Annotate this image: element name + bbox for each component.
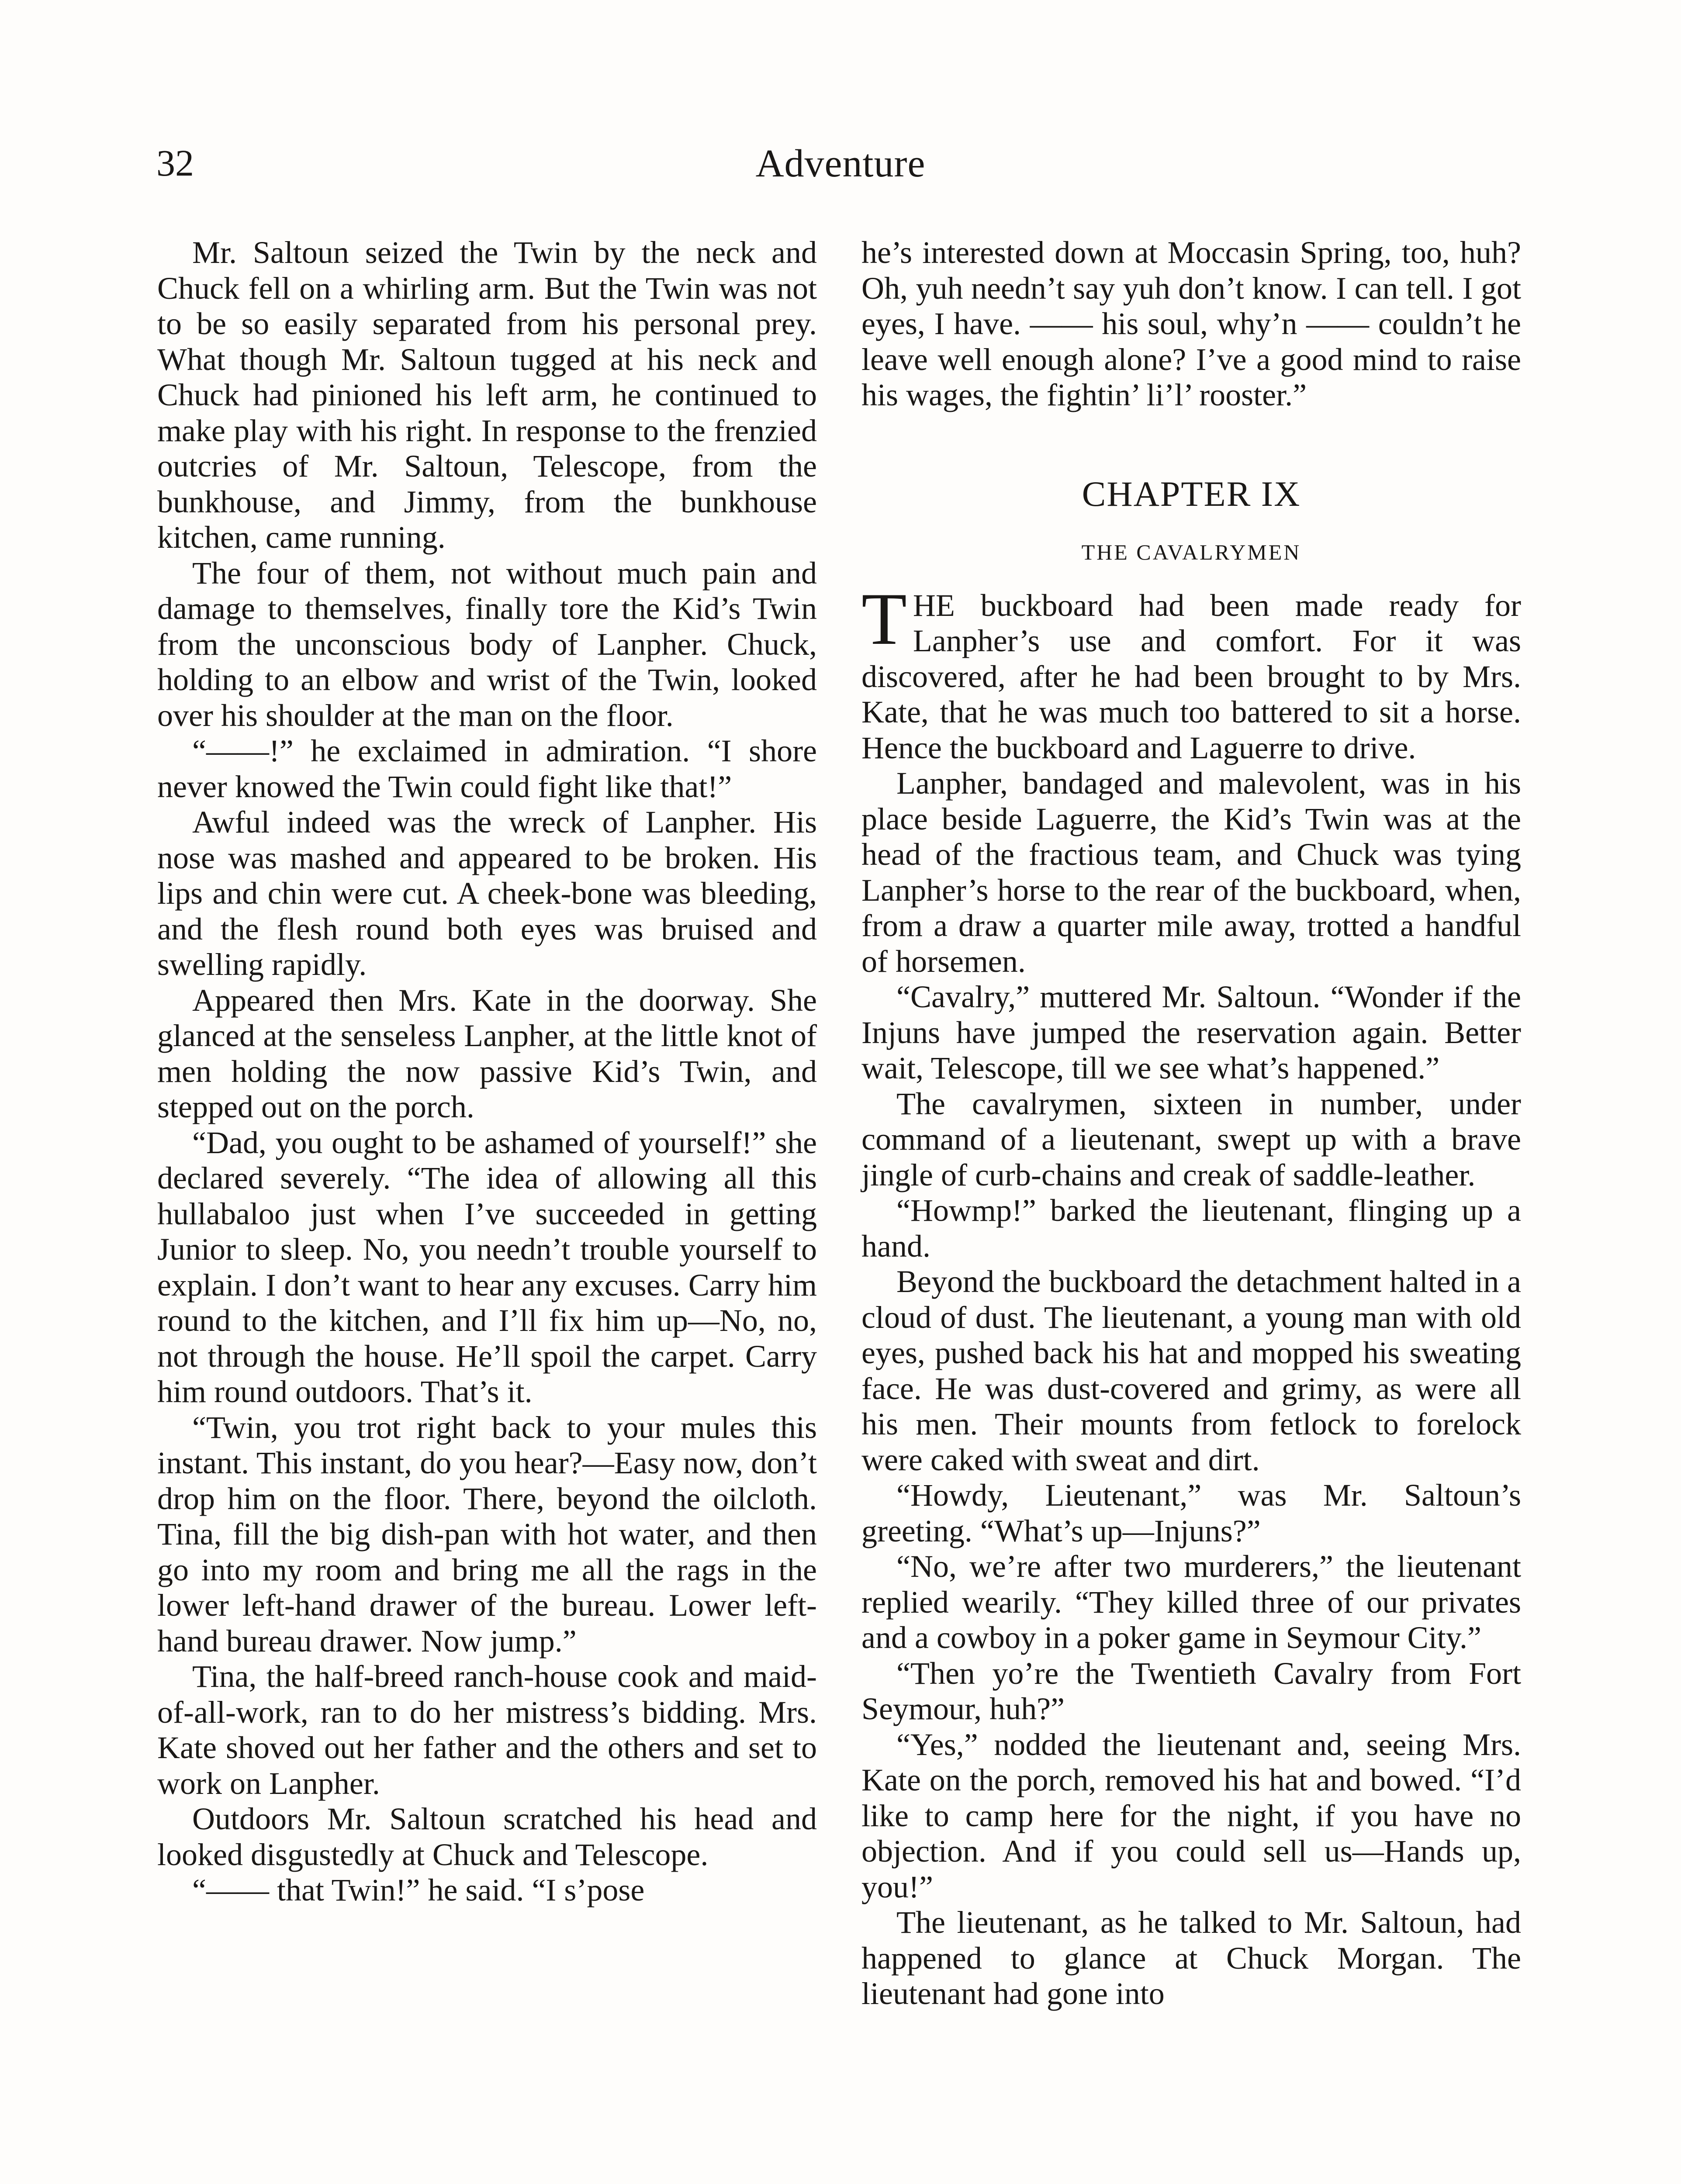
left-column	[157, 235, 817, 1908]
paragraph: The cavalrymen, sixteen in number, under command of a lieutenant, swept up with a brave jingle of curb-chains and creak of saddle-leather.	[861, 1086, 1521, 1192]
running-title: Adventure	[755, 142, 926, 185]
drop-cap: T	[861, 577, 907, 660]
paragraph: “—— that Twin!” he said. “I s’pose	[192, 1873, 645, 1908]
paragraph: Awful indeed was the wreck of Lanpher. His nose was mashed and appeared to be broken. His lips and chin were cut. A cheek-bone was bleeding, and the flesh round both eyes was bruised and swelling rapidly.	[157, 805, 817, 982]
opening-text: HE buckboard had been made ready for Lanpher’s use and comfort. For it was discovered, after he had been brought to by Mrs. Kate, that he was much too battered to sit a horse. Hence the buckboard and Laguerre to drive.	[861, 587, 1521, 765]
paragraph: The lieutenant, as he talked to Mr. Saltoun, had happened to glance at Chuck Morgan. The lieutenant had gone into	[861, 1905, 1521, 2011]
paragraph: Beyond the buckboard the detachment halted in a cloud of dust. The lieutenant, a young man with old eyes, pushed back his hat and mopped his sweating face. He was dust-covered and grimy, as were all his men. Their mounts from fetlock to forelock were caked with sweat and dirt.	[861, 1264, 1521, 1477]
paragraph: “Then yo’re the Twentieth Cavalry from Fort Seymour, huh?”	[861, 1655, 1521, 1726]
paragraph: Mr. Saltoun seized the Twin by the neck and Chuck fell on a whirling arm. But the Twin was not to be so easily separated from his personal prey. What though Mr. Saltoun tugged at his neck and Chuck had pinioned his left arm, he continued to make play with his right. In response to the frenzied outcries of Mr. Saltoun, Telescope, from the bunkhouse, and Jimmy, from the bunkhouse kitchen, came running.	[157, 235, 817, 555]
chapter-subtitle: THE CAVALRYMEN	[1081, 539, 1301, 564]
paragraph: Lanpher, bandaged and malevolent, was in his place beside Laguerre, the Kid’s Twin was at the head of the fractious team, and Chuck was tying Lanpher’s horse to the rear of the buckboard, when, from a draw a quarter mile away, trotted a handful of horsemen.	[861, 766, 1521, 979]
paragraph: “Howdy, Lieutenant,” was Mr. Saltoun’s greeting. “What’s up—Injuns?”	[861, 1478, 1521, 1548]
paragraph-continuation: he’s interested down at Moccasin Spring, too, huh? Oh, yuh needn’t say yuh don’t know. I can tell. I got eyes, I have. —— his soul, why’n —— couldn’t he leave well enough alone? I’ve a good mind to raise his wages, the fightin’ li’l’ rooster.”	[861, 235, 1521, 412]
paragraph: “Dad, you ought to be ashamed of yourself!” she declared severely. “The idea of allowing all this hullabaloo just when I’ve succeeded in getting Junior to sleep. No, you needn’t trouble yourself to explain. I don’t want to hear any excuses. Carry him round to the kitchen, and I’ll fix him up—No, no, not through the house. He’ll spoil the carpet. Carry him round outdoors. That’s it.	[157, 1125, 817, 1409]
page-number: 32	[156, 142, 194, 184]
paragraph: “——!” he exclaimed in admiration. “I shore never knowed the Twin could fight like that!”	[157, 733, 817, 804]
paragraph: “Cavalry,” muttered Mr. Saltoun. “Wonder if the Injuns have jumped the reservation again. Better wait, Telescope, till we see what’s happened.”	[861, 979, 1521, 1085]
paragraph: Appeared then Mrs. Kate in the doorway. She glanced at the senseless Lanpher, at the little knot of men holding the now passive Kid’s Twin, and stepped out on the porch.	[157, 982, 817, 1124]
chapter-title: CHAPTER IX	[1082, 473, 1301, 514]
chapter-opening-paragraph	[861, 577, 1521, 766]
paragraph: “Twin, you trot right back to your mules this instant. This instant, do you hear?—Easy now, don’t drop him on the floor. There, beyond the oilcloth. Tina, fill the big dish-pan with hot water, and then go into my room and bring me all the rags in the lower left-hand drawer of the bureau. Lower left-hand bureau drawer. Now jump.”	[157, 1410, 817, 1659]
paragraph: The four of them, not without much pain and damage to themselves, finally tore the Kid’s Twin from the unconscious body of Lanpher. Chuck, holding to an elbow and wrist of the Twin, looked over his shoulder at the man on the floor.	[157, 555, 817, 733]
paragraph: “Yes,” nodded the lieutenant and, seeing Mrs. Kate on the porch, removed his hat and bowed. “I’d like to camp here for the night, if you have no objection. And if you could sell us—Hands up, you!”	[861, 1727, 1521, 1904]
paragraph: “Howmp!” barked the lieutenant, flinging up a hand.	[861, 1193, 1521, 1264]
paragraph: Tina, the half-breed ranch-house cook and maid-of-all-work, ran to do her mistress’s bidding. Mrs. Kate shoved out her father and the others and set to work on Lanpher.	[157, 1659, 817, 1801]
paragraph: Outdoors Mr. Saltoun scratched his head and looked disgustedly at Chuck and Telescope.	[157, 1801, 817, 1872]
paragraph: “No, we’re after two murderers,” the lieutenant replied wearily. “They killed three of our privates and a cowboy in a poker game in Seymour City.”	[861, 1549, 1521, 1655]
right-column	[861, 235, 1521, 2012]
